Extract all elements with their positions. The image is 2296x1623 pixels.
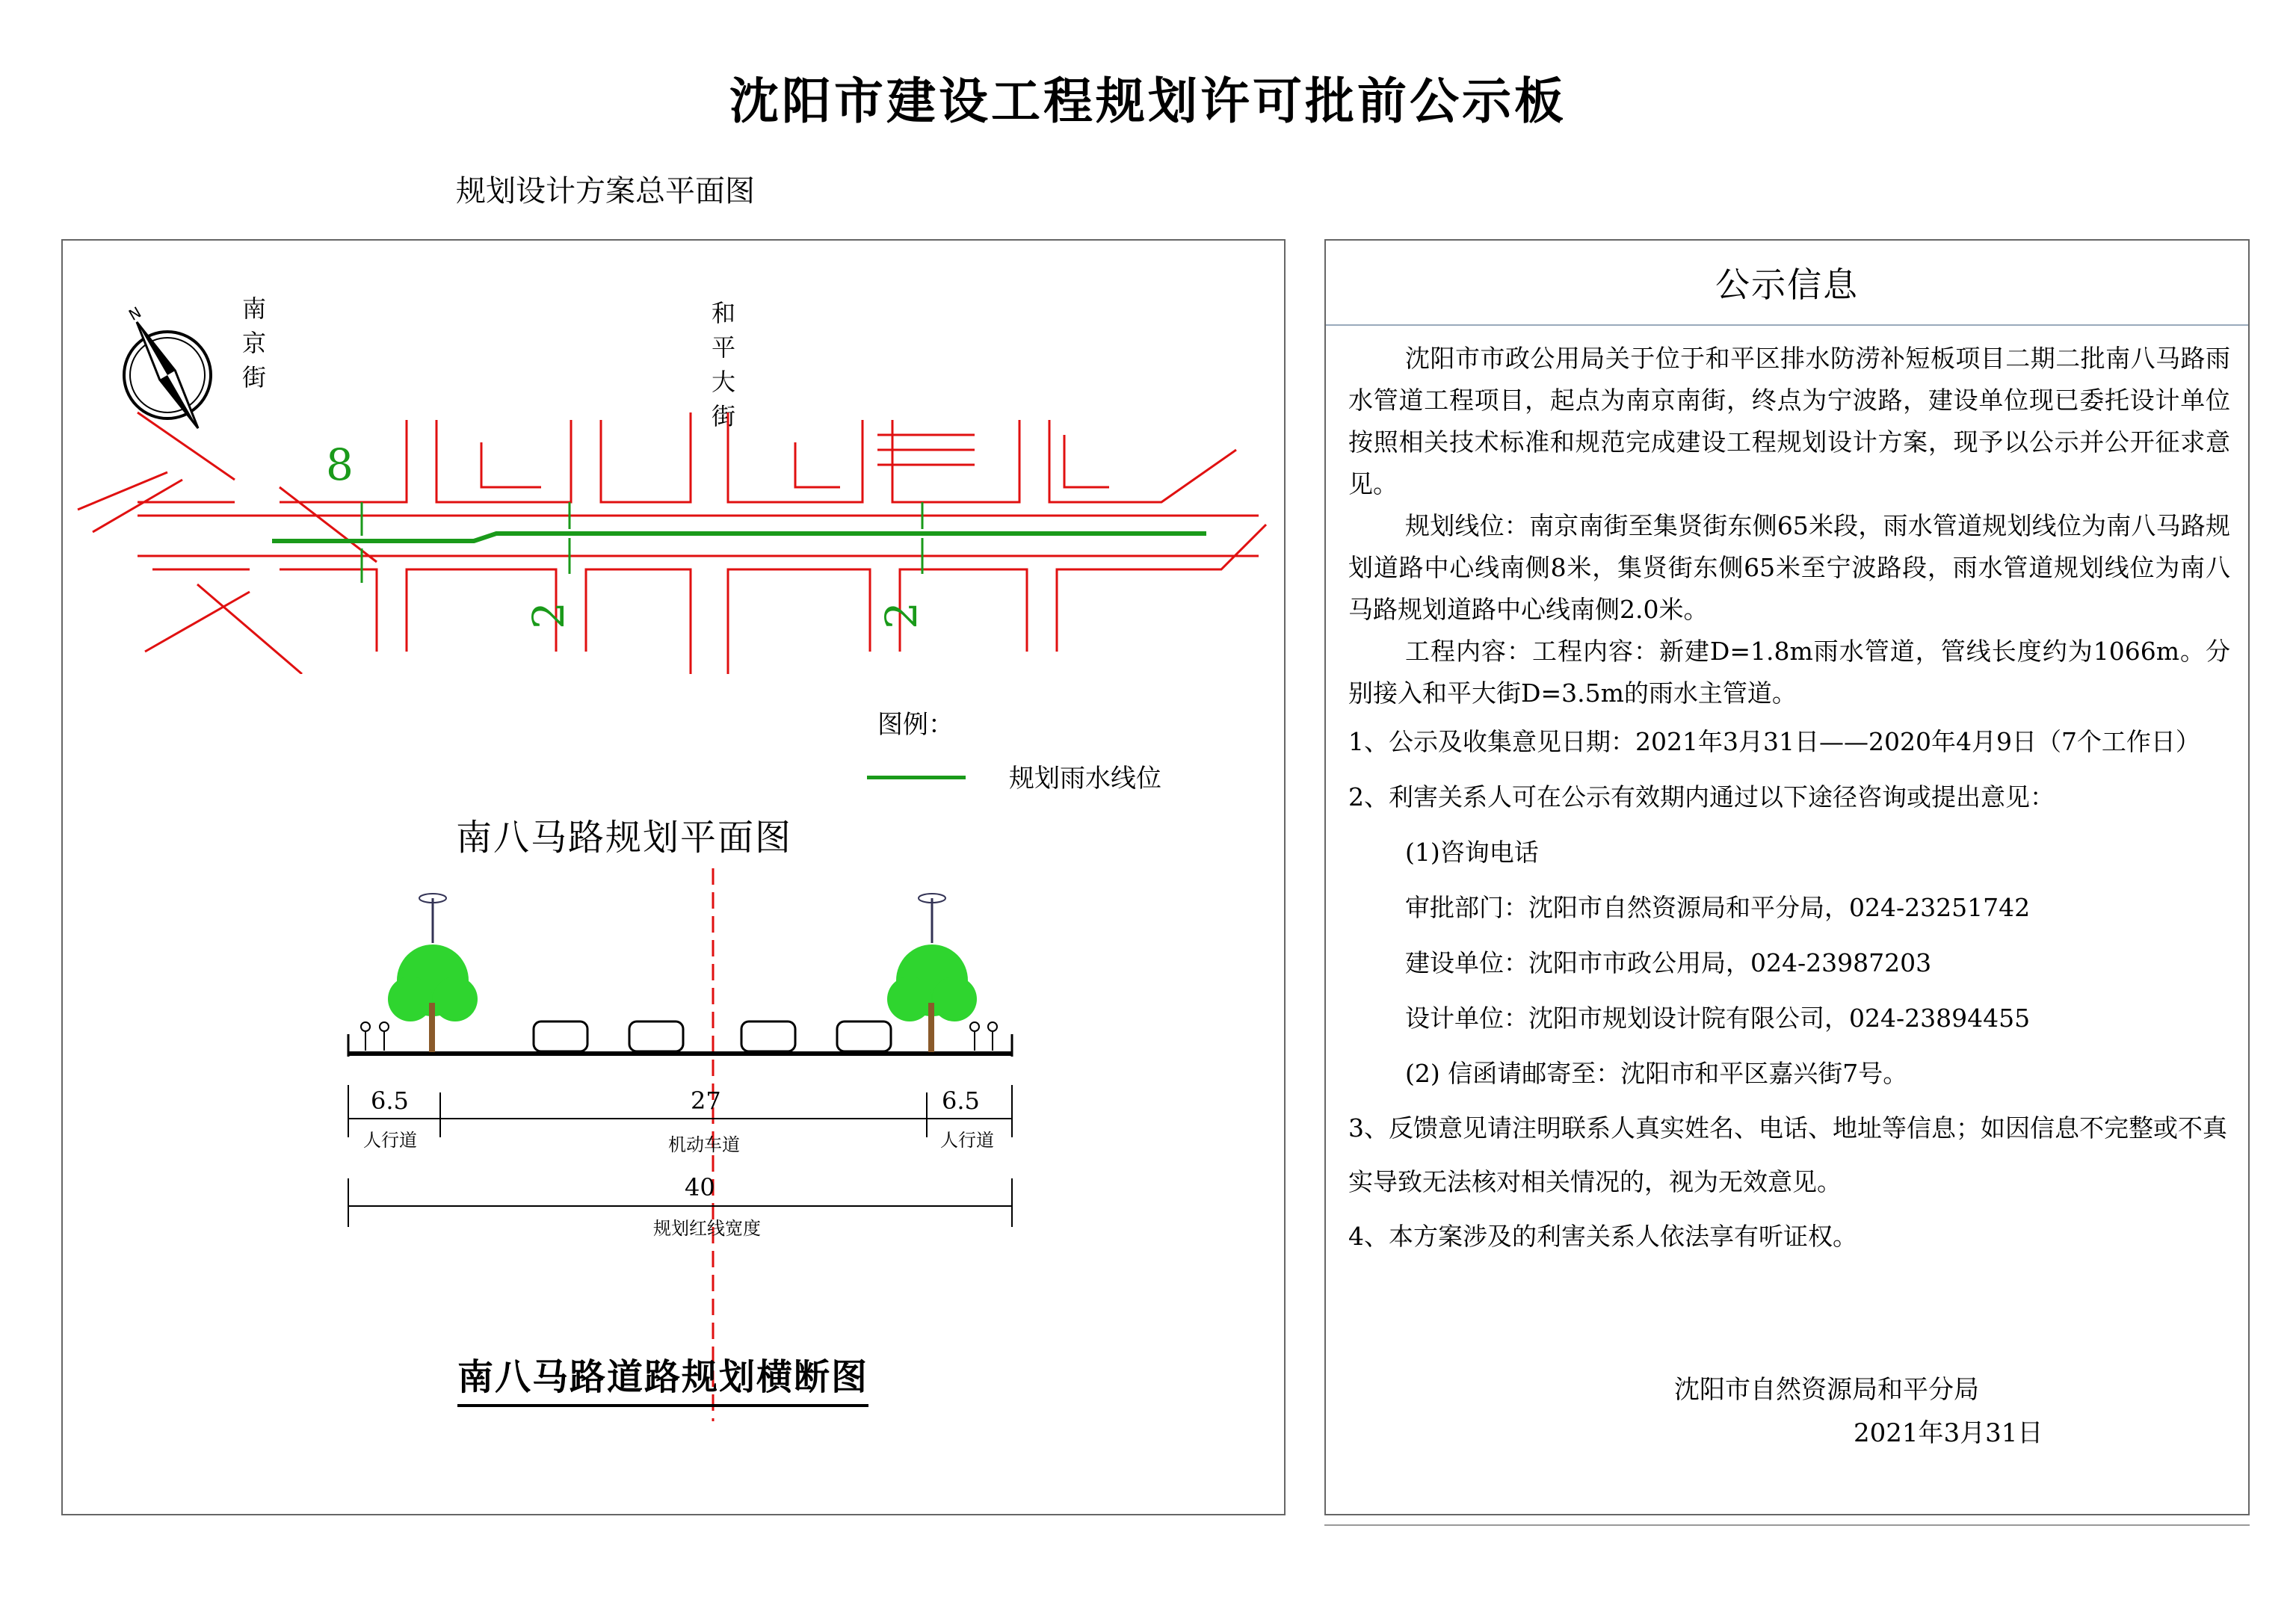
dim-label-2b: 2 xyxy=(876,602,927,629)
road-plan-drawing xyxy=(63,390,1287,674)
dim-label-8: 8 xyxy=(326,439,354,490)
street-label-heping: 和 平 大 街 xyxy=(711,299,735,430)
notice-paragraph: 规划线位：南京南街至集贤街东侧65米段，雨水管道规划线位为南八马路规划道路中心线南侧8米，集贤街东侧65米至宁波路段，雨水管道规划线位为南八马路规划道路中心线南侧2.0米。 xyxy=(1348,511,2230,624)
notice-paragraph: 工程内容：工程内容：新建D=1.8m雨水管道，管线长度约为1066m。分别接入和平大街D=3.5m的雨水主管道。 xyxy=(1348,637,2230,708)
svg-text:N: N xyxy=(126,303,144,324)
site-plan-subtitle: 规划设计方案总平面图 xyxy=(456,174,755,208)
dim-sidewalk-right-label: 人行道 xyxy=(940,1130,994,1151)
notice-sub-mail: (2) 信函请邮寄至：沈阳市和平区嘉兴街7号。 xyxy=(1405,1059,1908,1088)
notice-paragraph: 沈阳市市政公用局关于位于和平区排水防涝补短板项目二期二批南八马路雨水管道工程项目，起点为南京南街，终点为宁波路，建设单位现已委托设计单位按照相关技术标准和规范完成建设工程规划设计方案，现予以公示并公开征求意见。 xyxy=(1348,344,2230,498)
notice-heading: 公示信息 xyxy=(1326,241,2248,326)
street-label-nanjing: 南 京 街 xyxy=(241,294,266,392)
legend-rain-line xyxy=(867,776,966,779)
dim-label-2a: 2 xyxy=(523,602,574,629)
notice-body xyxy=(1348,338,2230,1264)
panel-bottom-rule xyxy=(1324,1524,2250,1526)
dim-carriageway-value: 27 xyxy=(691,1086,721,1115)
legend-rain-label: 规划雨水线位 xyxy=(1009,764,1161,794)
cross-section-title: 南八马路道路规划横断图 xyxy=(457,1348,868,1407)
contact-builder: 建设单位：沈阳市市政公用局，024-23987203 xyxy=(1405,948,1932,977)
notice-item-3: 3、反馈意见请注明联系人真实姓名、电话、地址等信息；如因信息不完整或不真实导致无法核对相关情况的，视为无效意见。 xyxy=(1348,1113,2227,1196)
notice-item-4: 4、本方案涉及的利害关系人依法享有听证权。 xyxy=(1348,1222,1857,1251)
dim-total-value: 40 xyxy=(685,1173,715,1202)
page-title: 沈阳市建设工程规划许可批前公示板 xyxy=(729,72,1567,130)
notice-item-1: 1、公示及收集意见日期：2021年3月31日——2020年4月9日（7个工作日） xyxy=(1348,727,2200,756)
dim-sidewalk-right-value: 6.5 xyxy=(942,1086,980,1115)
contact-approval: 审批部门：沈阳市自然资源局和平分局，024-23251742 xyxy=(1405,893,2031,922)
dim-total-label: 规划红线宽度 xyxy=(653,1218,761,1239)
signature-org: 沈阳市自然资源局和平分局 xyxy=(1674,1375,1979,1405)
dim-sidewalk-left-value: 6.5 xyxy=(371,1086,409,1115)
tree-icon xyxy=(887,894,977,1052)
notice-sub-phone: (1)咨询电话 xyxy=(1405,838,1539,867)
signature-date: 2021年3月31日 xyxy=(1854,1418,2043,1448)
notice-item-2: 2、利害关系人可在公示有效期内通过以下途径咨询或提出意见： xyxy=(1348,782,2055,812)
contact-designer: 设计单位：沈阳市规划设计院有限公司，024-23894455 xyxy=(1405,1004,2031,1033)
dim-sidewalk-left-label: 人行道 xyxy=(363,1130,417,1151)
legend-title: 图例： xyxy=(877,710,954,740)
drawing-panel xyxy=(61,239,1286,1515)
plan-title: 南八马路规划平面图 xyxy=(456,817,793,859)
tree-icon xyxy=(388,894,478,1052)
dim-carriageway-label: 机动车道 xyxy=(668,1134,740,1155)
notice-panel xyxy=(1324,239,2250,1515)
